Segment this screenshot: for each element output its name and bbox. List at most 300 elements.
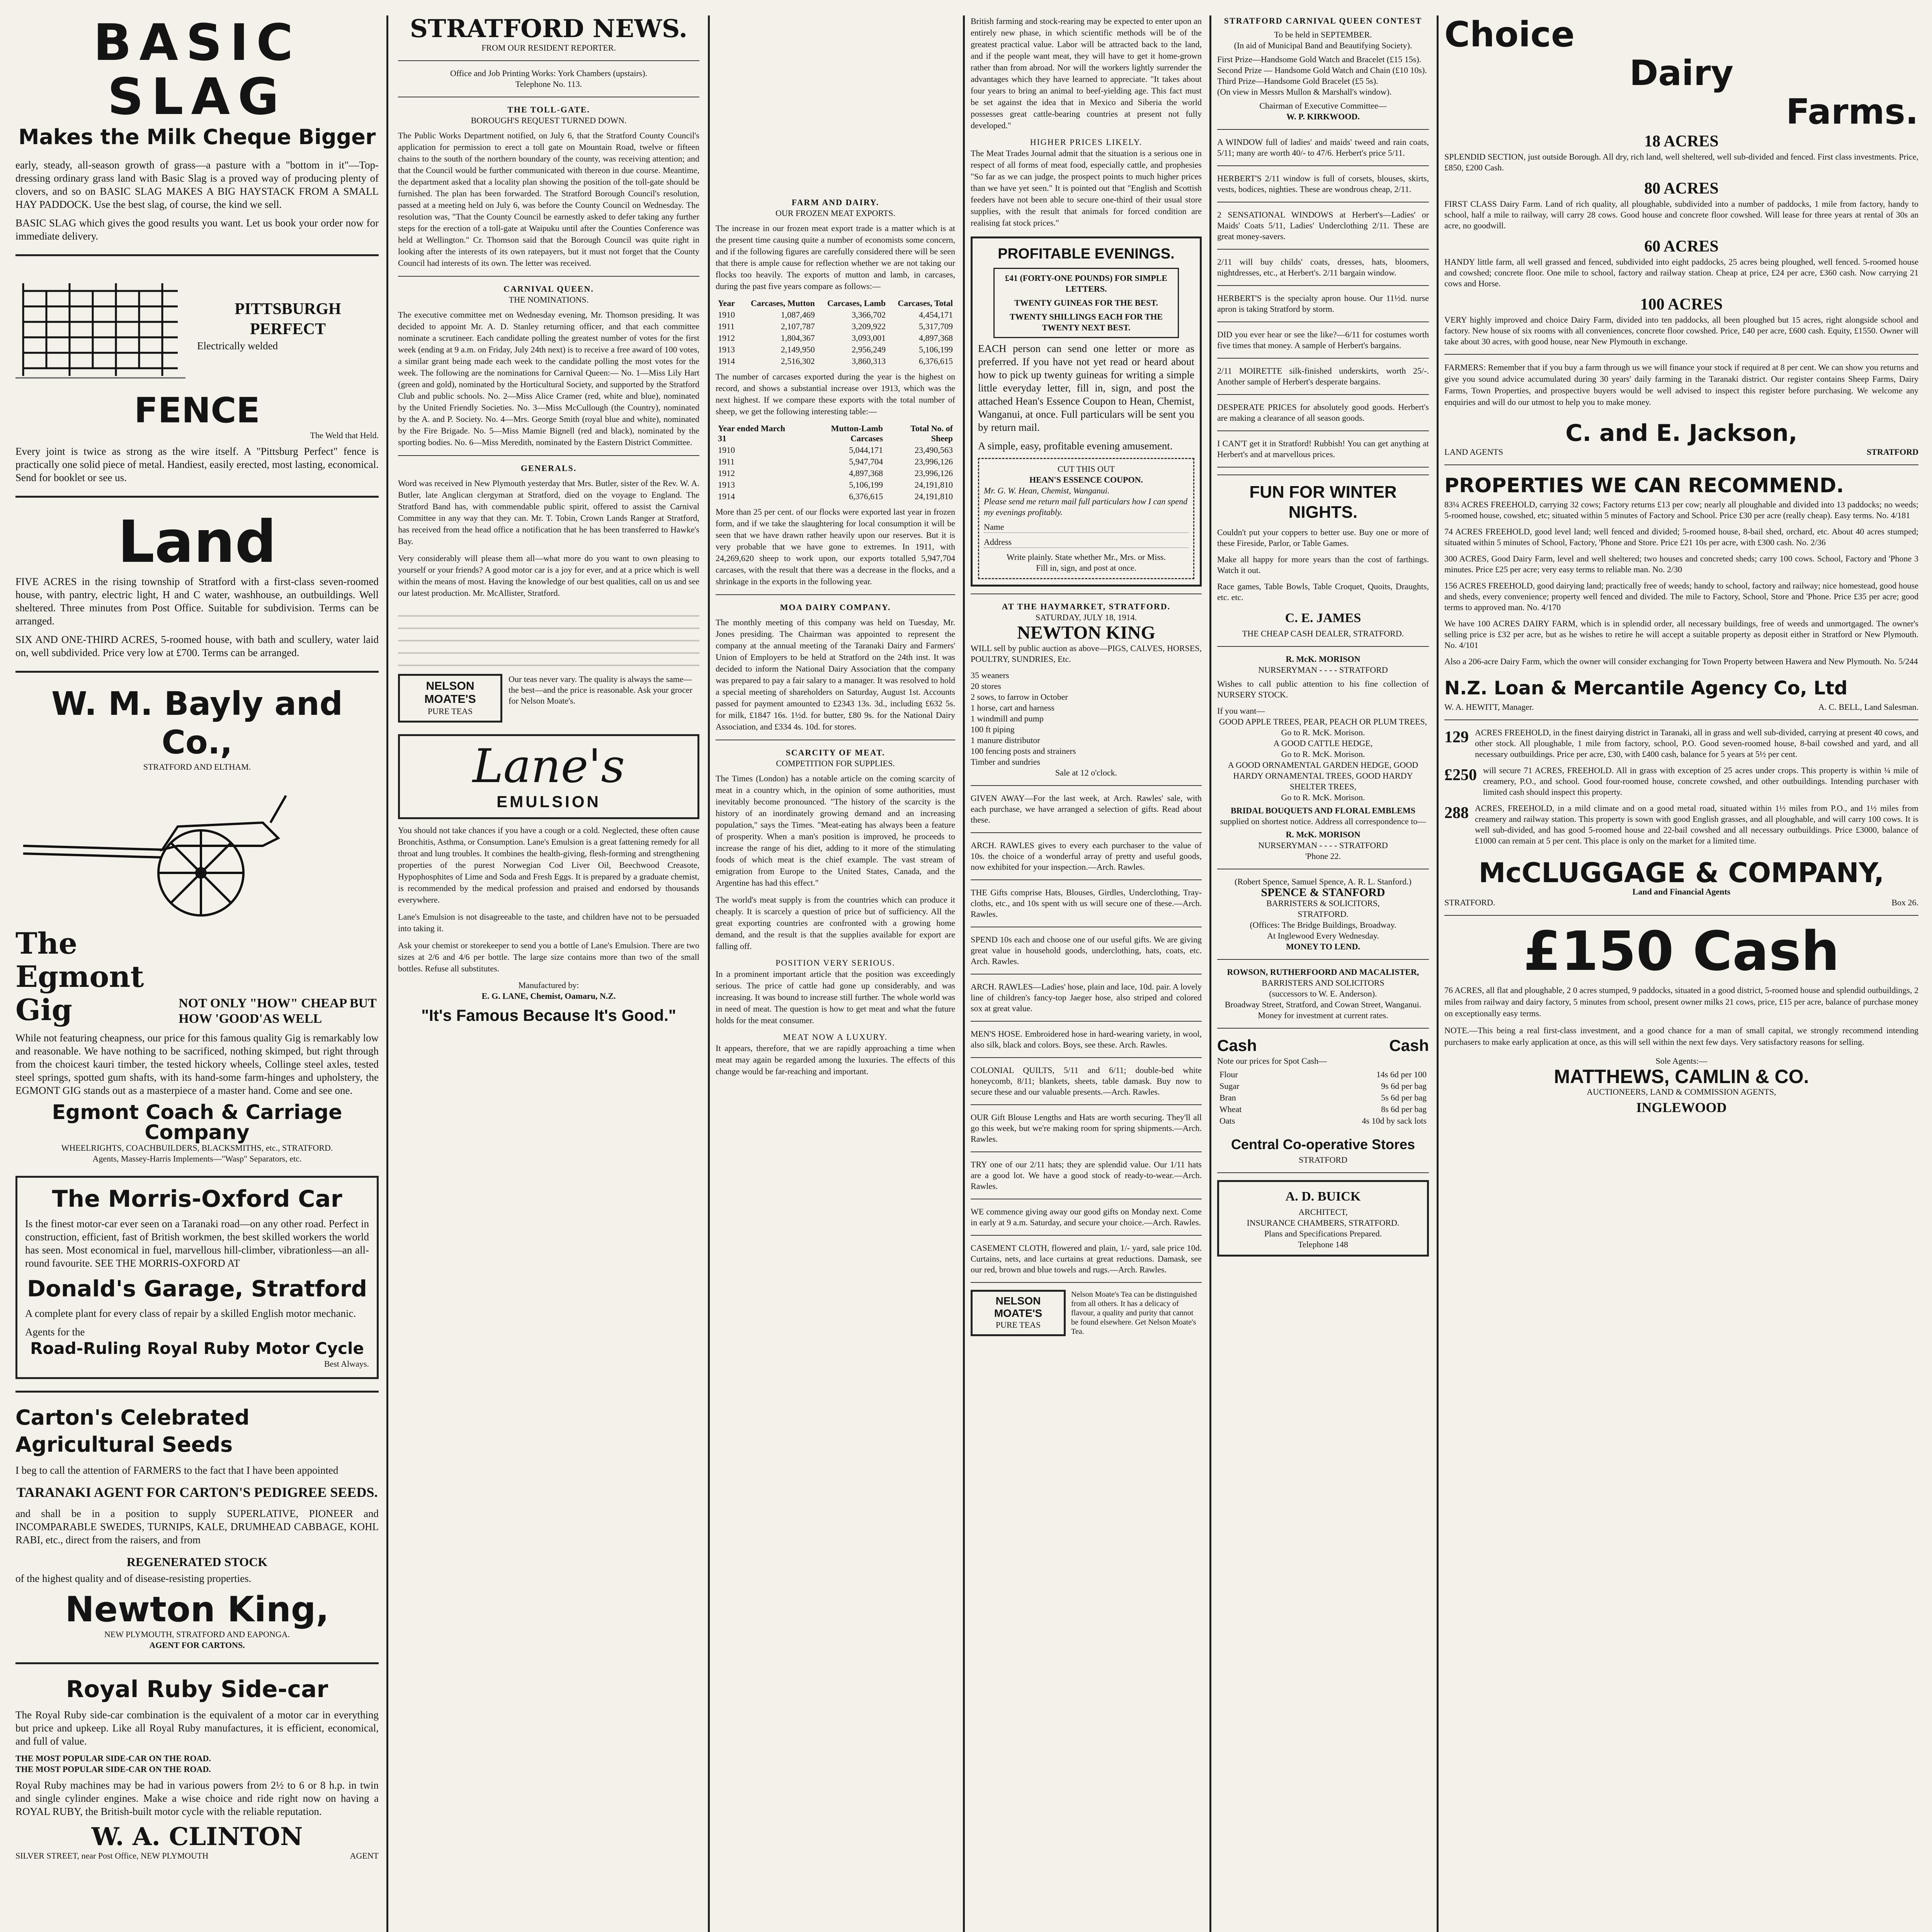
table-cell: 6,376,615 [849,492,883,501]
farm-heading: 60 ACRES [1644,238,1719,255]
buick-phone: Telephone 148 [1298,1240,1348,1249]
gig-illustration [15,780,379,919]
table-cell: 5,106,199 [919,345,953,354]
table-header: Carcases, Total [898,298,953,308]
rawles-ad: THE Gifts comprise Hats, Blouses, Girdles, Underclothing, Tray-cloths, etc., and 10s spent with us will secure one of these.—Arch. Rawles. [971,888,1202,919]
table-header: Carcases, Lamb [827,298,886,308]
fun-body-2: Make all happy for more years than the cost of farthings. Watch it out. [1217,554,1429,575]
mccluggage-place: STRATFORD. [1444,898,1495,907]
morris-plant: A complete plant for every class of repair by a skilled English motor mechanic. [25,1308,356,1319]
nelson-ad-2 [971,1290,1202,1336]
farm-heading: 100 ACRES [1640,296,1723,313]
table-row [716,355,955,367]
table-cell: 23,996,126 [915,468,953,478]
lanes-body: You should not take chances if you have a cough or a cold. Neglected, these often cause Bronchitis, Asthma, or Consumption. Lane's Emulsion is a great fattening remedy for all throat and lung troubles. It combines the health-giving, flesh-forming and strengthening properties of the purest Norwegian Cod Liver Oil, Beechwood Creasote, Hypophosphites of Lime and Soda and Fresh Eggs. It is prepared by a graduate chemist, is recommended by the medical profession and praised and endorsed by thousands everywhere. [398,825,699,905]
table-header: Year [718,298,735,308]
bayly-name: W. M. Bayly and Co., [51,685,343,761]
farm-body-3: More than 25 per cent. of our flocks were exported last year in frozen form, and if we take the slaughtering for local consumption it will be seen that we have drawn rather heavily upon our reserves. But it is very probable that we have gone to extremes. In 1911, with 24,269,620 sheep to work upon, our exports totalled 5,947,704 carcases, with the result that there was a decrease in the flocks, and a shrinkage in the exports in the following year. [716,507,955,586]
morris-title: The Morris-Oxford Car [52,1185,342,1213]
property-item: We have 100 ACRES DAIRY FARM, which is in splendid order, all necessary buildings, free of weeds and unmortgaged. The owner's selling price is £32 per acre, but as he wishes to retire he will accept a suitable property as deposit either in Stratford or New Plymouth. No. 4/101 [1444,619,1918,650]
table-cell: 4,897,368 [919,333,953,343]
farm-body: The increase in our frozen meat export trade is a matter which is at the present time causing quite a number of economists some concern, and if the following figures are carefully considered there will be seen that there is ample cause for reflection whether we are not taking our flocks too heavily. The exports of mutton and lamb, in carcases, during the past five years compare as follows:— [716,223,955,291]
tollgate-sub: BOROUGH'S REQUEST TURNED DOWN. [471,116,627,125]
farmers-note: FARMERS: Remember that if you buy a farm through us we will finance your stock if required at 8 per cent. We can show you returns and give you sound advice accumulated during 30 years' daily farming in the Taranaki district. Our register contains Sheep Farms, Dairy Farms, Town Properties, and prospective buyers would be well advised to inspect this register before purchasing. We welcome any enquiries and will do our utmost to help you to make money. [1444,362,1918,407]
egmont-agents: Agents, Massey-Harris Implements—"Wasp" Separators, etc. [92,1154,302,1163]
scarcity-head: SCARCITY OF MEAT. [786,748,885,757]
table-header: Year ended March 31 [718,423,785,443]
cash-150-ad [1444,920,1918,1117]
listing-row [1444,727,1918,765]
list-item: 1 manure distributor [971,735,1040,745]
cash150-place: INGLEWOOD [1636,1100,1727,1115]
land-ad [15,509,379,659]
carnival-chair: Chairman of Executive Committee— [1259,101,1387,111]
table-cell: Flour [1219,1070,1238,1079]
tollgate-body: The Public Works Department notified, on July 6, that the Stratford County Council's application for permission to erect a toll gate on Mountain Road, twelve or fifteen chains to the south of the northern boundary of the county, was receiving attention; and that the Council would be further communicated with thereon in due course. Meantime, the department asked that a locality plan showing the position of the toll-gate should be furnished. The plan has been forwarded. The Stratford Borough Council's resolution, passed at a meeting held on July 6, was before the County Council on Wednesday. The resolution was, "That the County Council be earnestly asked to defer taking any further steps for the erection of a toll-gate at Waipuku until after the Counties Conference was held at Wellington." Cr. Thomson said that the Borough Council was quite right in looking after the interests of its own ratepayers, but it must not forget that the County Council had interests of its own. The letter was received. [398,131,699,268]
morison-body: Wishes to call public attention to his fine collection of NURSERY STOCK. [1217,679,1429,699]
buick-name: A. D. BUICK [1285,1189,1361,1204]
listing-body: ACRES, FREEHOLD, in a mild climate and on a good metal road, situated within 1½ miles from P.O., and 1½ miles from creamery and railway station. This property is sown with good English grasses, and all ploughable, and will carry 100 cows. It is well sub-divided, and has good 5-roomed house and 22-bail cowshed and all necessary outbuildings. Price £3000, balance of £1000 can remain at 5 per cent. This place is only on the market for a limited time. [1475,803,1918,845]
herbert-ad: 2/11 MOIRETTE silk-finished underskirts, worth 25/-. Another sample of Herbert's desperate bargains. [1217,366,1429,386]
coupon-write: Write plainly. State whether Mr., Mrs. or Miss. [1007,552,1166,562]
cash-right: Cash [1389,1036,1429,1054]
table-header: Carcases, Mutton [750,298,815,308]
farm-heading: 18 ACRES [1644,133,1719,150]
table-row [1217,1104,1429,1115]
table-cell: 1910 [718,310,735,320]
buick-plans: Plans and Specifications Prepared. [1264,1229,1382,1238]
coupon-name-field[interactable]: Name [984,522,1189,533]
sidecar-body-2: Royal Ruby machines may be had in various powers from 2½ to 6 or 8 h.p. in twin and single cylinder engines. Make a wise choice and ride right now on having a ROYAL RUBY, the British-built motor cycle with the reliable reputation. [15,1779,379,1817]
nz-sales: A. C. BELL, Land Salesman. [1818,702,1918,712]
list-item: GOOD APPLE TREES, PEAR, PEACH OR PLUM TREES, [1219,717,1427,726]
table-cell: 1910 [718,445,735,455]
cash150-body: 76 ACRES, all flat and ploughable, 2 0 acres stumped, 9 paddocks, situated in a good district, 5-roomed house and splendid outbuildings, 2 miles from railway and dairy factory, 5 minutes from school, present owner milks 21 cows, price, £15 per acre, balance of purchase money on exceptionally easy terms. [1444,985,1918,1018]
egmont-body: While not featuring cheapness, our price for this famous quality Gig is remarkably low and reasonable. We have nothing to be sacrificed, nothing skimped, but right through from the choicest kauri timber, the tested hickory wheels, Collinge steel axles, tested steel springs, spotted gum shafts, with its hand-some farm-hinges and upholstery, the EGMONT GIG stands out as a masterpiece of a master hand. Come and see one. [15,1032,379,1096]
props-list [1444,499,1918,667]
rutherfoord-succ: (successors to W. E. Anderson). [1269,989,1377,998]
table-cell: 4,897,368 [849,468,883,478]
coupon[interactable] [978,458,1194,579]
scarcity-body-2: The world's meat supply is from the countries which can produce it cheaply. It is scarcely a question of price but of sufficiency. All the great exporting countries are confronted with a growing home demand, and the result is that the supplies available for export are falling off. [716,895,955,951]
farm-heading: 80 ACRES [1644,180,1719,197]
nelson-text: Our teas never vary. The quality is always the same—the best—and the price is reasonable. Ask your grocer for Nelson Moate's. [509,674,692,706]
profitable-twenty-s: TWENTY SHILLINGS EACH FOR THE TWENTY NEXT BEST. [1009,312,1163,332]
morison-items [1217,716,1429,803]
haymarket-name: NEWTON KING [1017,622,1155,643]
nelson2-brand: NELSON MOATE'S [994,1295,1043,1319]
mccluggage-box: Box 26. [1891,898,1918,907]
list-item: 100 ft piping [971,724,1015,734]
herbert-ad: I CAN'T get it in Stratford! Rubbish! You can get anything at Herbert's and at marvellous prices. [1217,439,1429,459]
haymarket-ad [971,601,1202,778]
table-cell: 5,106,199 [849,480,883,490]
divider [971,1282,1202,1283]
carnival-first: First Prize—Handsome Gold Watch and Bracelet (£15 15s). [1217,54,1422,64]
fence-tagline: The Weld that Held. [310,430,379,440]
column-rule [708,15,710,1932]
table-cell: 1913 [718,345,735,354]
haymarket-date: SATURDAY, JULY 18, 1914. [1035,612,1137,622]
egmont-company: Egmont Coach & Carriage Company [52,1101,342,1144]
divider [1217,321,1429,322]
cash-sub: Note our prices for Spot Cash— [1217,1056,1327,1066]
carton-newton: Newton King, [65,1589,329,1630]
sidecar-agent: AGENT [350,1851,379,1861]
morison-bridal: BRIDAL BOUQUETS AND FLORAL EMBLEMS [1231,806,1415,815]
basic-slag-subtitle: Makes the Milk Cheque Bigger [18,125,376,149]
spence-money: MONEY TO LEND. [1286,942,1361,951]
spence-ingle: At Inglewood Every Wednesday. [1267,931,1379,940]
table-cell: 2,149,950 [781,345,815,354]
prices-head: HIGHER PRICES LIKELY. [1030,137,1143,147]
column-4 [971,15,1202,1336]
rawles-ad: ARCH. RAWLES gives to every each purchaser to the value of 10s. the choice of a wonderful array of pretty and useful goods, now exhibited for your inspection.—Arch. Rawles. [971,840,1202,872]
buick-ad [1217,1180,1429,1257]
table-row [716,491,955,502]
choice-head [1444,15,1918,131]
fence-title: FENCE [134,390,260,431]
list-item: A GOOD CATTLE HEDGE, [1273,738,1373,748]
morison-phone: 'Phone 22. [1305,851,1341,861]
column-rule [1209,15,1211,1932]
table-cell: Oats [1219,1116,1235,1126]
generals-body-2: Very considerably will please them all—what more do you want to own pleasing to yourself or your friends? A good motor car is a joy for ever, and at a price which is well within the means of most. Having the knowledge of our best qualities, call on us and see our latest production. Mr. McAllister, Stratford. [398,553,699,598]
basic-slag-body: early, steady, all-season growth of grass—a pasture with a "bottom in it"—Top-dressing ordinary grass land with Basic Slag is a proved way of producing plenty of clovers, and so on BASIC SLAG MAKES A BIG HAYSTACK FROM A SMALL HAY PADDOCK. Use the best slag, of course, the kind we sell. [15,159,379,210]
divider [971,1021,1202,1022]
table-cell: 1911 [718,457,735,466]
morris-body: Is the finest motor-car ever seen on a Taranaki road—on any other road. Perfect in construction, efficient, fast of British workmen, the best skilled workers the world has seen. Most economical in fuel, marvellous hill-climber, vibrationless—an all-round favourite. SEE THE MORRIS-OXFORD AT [25,1218,369,1269]
table-cell: 1914 [718,492,735,501]
profitable-body: EACH person can send one letter or more as preferred. If you have not yet read or heard about how to pick up twenty guineas for writing a simple little everyday letter, fill in, sign, and post the attached Hean's Essence Coupon to Hean, Chemist, Wanganui, at once. Full particulars will be sent you by return mail. [978,343,1194,433]
divider [971,832,1202,833]
listing-body: will secure 71 ACRES, FREEHOLD. All in grass with exception of 25 acres under crops. This property is within ¼ mile of creamery, P.O., and school. Good four-roomed house, concrete cowshed, and other outbuildings. Intending purchaser with limited cash should inspect this property. [1483,765,1918,797]
fence-line-1: PITTSBURGH [235,300,341,318]
rawles-ad: TRY one of our 2/11 hats; they are splendid value. Our 1/11 hats are a good lot. We have a good stock of ready-to-wear.—Arch. Rawles. [971,1160,1202,1191]
sidecar-line-2: THE MOST POPULAR SIDE-CAR ON THE ROAD. [15,1764,211,1774]
spence-offices: (Offices: The Bridge Buildings, Broadway. [1250,920,1396,930]
herbert-ads [1217,137,1429,468]
lanes-maker-name: E. G. LANE, Chemist, Oamaru, N.Z. [481,991,616,1001]
haymarket-items [971,670,1202,767]
table-header: Mutton-Lamb Carcases [831,423,883,443]
table-cell: Sugar [1219,1081,1240,1091]
bayly-ad [15,684,379,772]
rawles-ad: SPEND 10s each and choose one of our useful gifts. We are giving great value in household goods, underclothing, hats, coats, etc. Arch. Rawles. [971,935,1202,966]
masthead-office: Office and Job Printing Works: York Chambers (upstairs). [450,68,648,78]
divider [971,879,1202,880]
morison-name: R. McK. MORISON [1286,654,1361,664]
moa-head: MOA DAIRY COMPANY. [780,602,891,612]
profitable-ad [971,236,1202,587]
list-item: 100 fencing posts and strainers [971,746,1076,756]
profitable-twenty-g: TWENTY GUINEAS FOR THE BEST. [1014,298,1158,308]
morris-ad [15,1176,379,1379]
divider [971,1235,1202,1236]
basic-slag-body-2: BASIC SLAG which gives the good results you want. Let us book your order now for immediate delivery. [15,217,379,242]
morison-trade: NURSERYMAN - - - - STRATFORD [1258,665,1388,675]
fence-body: Every joint is twice as strong as the wire itself. A "Pittsburg Perfect" fence is practically one solid piece of metal. Handiest, easily erected, most lasting, economical. Send for booklet or see us. [15,446,379,483]
rutherfoord-body: Broadway Street, Stratford, and Cowan Street, Wanganui. Money for investment at current rates. [1225,1000,1422,1020]
table-cell: 5,947,704 [849,457,883,466]
table-cell: 23,490,563 [915,445,953,455]
carton-body-3: of the highest quality and of disease-resisting properties. [15,1573,252,1584]
herbert-ad: HERBERT'S is the specialty apron house. Our 11½d. nurse apron is taking Stratford by storm. [1217,293,1429,314]
lanes-emulsion: EMULSION [497,793,601,811]
herbert-ad: DID you ever hear or see the like?—6/11 for costumes worth five times that money. A sample of Herbert's bargains. [1217,330,1429,350]
haymarket-sale: Sale at 12 o'clock. [1055,768,1117,777]
fun-head: FUN FOR WINTER NIGHTS. [1249,483,1397,522]
farm-body: SPLENDID SECTION, just outside Borough. All dry, rich land, well sheltered, well sub-divided and fenced. First class investments. Price, £850, £200 Cash. [1444,152,1918,172]
table-cell: 3,860,313 [852,356,886,366]
scarcity-position-head: POSITION VERY SERIOUS. [776,958,895,968]
nz-name: N.Z. Loan & Mercantile Agency Co, Ltd [1444,677,1848,699]
table-row [716,468,955,479]
herbert-ad: DESPERATE PRICES for absolutely good goods. Herbert's are making a clearance of all season goods. [1217,402,1429,423]
table-cell: 9s 6d per bag [1381,1081,1427,1091]
carnival-aid: (In aid of Municipal Band and Beautifying Society). [1234,41,1412,50]
egmont-ad [15,927,379,1164]
egmont-tagline: NOT ONLY "HOW" CHEAP BUT HOW 'GOOD'AS WELL [179,996,377,1026]
listing-row [1444,803,1918,852]
morris-cycle: Road-Ruling Royal Ruby Motor Cycle [30,1339,364,1358]
divider [1217,358,1429,359]
carnival-third: Third Prize—Handsome Gold Bracelet (£5 5s). [1217,76,1378,86]
property-item: Also a 206-acre Dairy Farm, which the owner will consider exchanging for Town Property between Hawera and New Plymouth. No. 5/244 [1444,656,1918,666]
column-rule [386,15,388,1932]
morris-garage: Donald's Garage, Stratford [27,1276,367,1302]
table-cell: 8s 6d per bag [1381,1104,1427,1114]
divider [1217,467,1429,468]
rutherfoord-role: BARRISTERS AND SOLICITORS [1262,978,1384,988]
fence-illustration [15,268,185,384]
spence-names: (Robert Spence, Samuel Spence, A. R. L. Stanford.) [1235,877,1412,886]
carnival-ad [1217,15,1429,122]
profitable-forty: £41 (FORTY-ONE POUNDS) FOR SIMPLE LETTERS. [1005,273,1168,294]
cash-ad [1217,1036,1429,1165]
table-cell: 24,191,810 [915,480,953,490]
morison-want: If you want— [1217,706,1265,716]
carnival-sub: To be held in SEPTEMBER. [1274,30,1372,39]
masthead-phone: Telephone No. 113. [515,79,582,89]
table-row [716,344,955,355]
table-cell: 1912 [718,333,735,343]
coupon-title: HEAN'S ESSENCE COUPON. [1029,475,1143,485]
farm-article [716,197,955,587]
table-cell: 2,956,249 [852,345,886,354]
fun-body: Couldn't put your coppers to better use. Buy one or more of these Fireside, Parlor, or Table Games. [1217,527,1429,548]
generals-body: Word was received in New Plymouth yesterday that Mrs. Butler, sister of the Rev. W. A. Butler, late Anglican clergyman at Stratford, died on the voyage to England. The Stratford Band has, with commendable public spirit, offered to assist the Carnival Committee in any way that they can. Mr. T. Tobin, Crown Lands Ranger at Stratford, has received from the head office a notification that he has been transferred to Hawke's Bay. [398,478,699,546]
scarcity-body: The Times (London) has a notable article on the coming scarcity of meat in a country which, in the opinion of some authorities, must inevitably become pronounced. "The history of the scarcity is the history of an inordinately growing demand and an increasing population," says the Times. "Meat-eating has always been a feature of prosperity. When a man's position is improved, he proceeds to increase the range of his diet, adding to it more of the stimulating foods of which meat is the chief example. The vast stream of emigration from Europe to the United States, Canada, and the Argentine has had this effect." [716,774,955,888]
choice-l1: Choice [1444,15,1575,55]
coupon-to: Mr. G. W. Hean, Chemist, Wanganui. [984,486,1110,495]
cash150-note: NOTE.—This being a real first-class investment, and a good chance for a man of small capital, we strongly recommend intending purchasers to make early application at once, as this will sell within the next few days. Very satisfactory reasons for selling. [1444,1026,1918,1047]
hints-body: British farming and stock-rearing may be expected to enter upon an entirely new phase, in which scientific methods will be of the greatest practical value. Labor will be attracted back to the land, and if the people want meat, they will have to get it home-grown rather than from abroad. Nor will the workers lightly surrender the advantages which they have learned to appreciate. "It takes about four years to bring an animal to beef-yielding age. This fact must be set against the idea that in Mexico and Siberia the world possesses great cattle-bearing countries at present not fully developed." [971,16,1202,130]
table-cell: 14s 6d per 100 [1376,1070,1427,1079]
mccluggage-listings [1444,727,1918,852]
lanes-name: Lane's [472,740,625,793]
list-item: 1 horse, cart and harness [971,703,1054,713]
sidecar-title: Royal Ruby Side-car [66,1676,328,1703]
carnival-view: (On view in Messrs Mullon & Marshall's window). [1217,87,1392,97]
bayly-place: STRATFORD AND ELTHAM. [143,762,251,772]
morris-always: Best Always. [324,1359,369,1369]
divider [971,1057,1202,1058]
property-item: 83¼ ACRES FREEHOLD, carrying 32 cows; Factory returns £13 per cow; nearly all ploughable and divided into 13 paddocks; no weeds; 5-roomed house, cowshed, etc; situated within 5 minutes of Factory and School. Price £30 per acre (really cheap). Easy terms. No. 4/181 [1444,500,1918,520]
divider [1217,165,1429,166]
central-place: STRATFORD [1299,1155,1347,1165]
basic-slag-title: BASIC SLAG [93,15,301,126]
table-cell: Wheat [1219,1104,1242,1114]
table-row [716,479,955,491]
queen-article [398,284,699,448]
scarcity-sub: COMPETITION FOR SUPPLIES. [776,759,895,768]
fun-games: Race games, Table Bowls, Table Croquet, Quoits, Draughts, etc. etc. [1217,582,1429,602]
list-item: 1 windmill and pump [971,714,1044,723]
table-cell: 24,191,810 [915,492,953,501]
central-title: Central Co-operative Stores [1231,1136,1415,1152]
rawles-ad: WE commence giving away our good gifts on Monday next. Come in early at 9 a.m. Saturday, and secure your choice.—Arch. Rawles. [971,1207,1202,1227]
lanes-body-2: Lane's Emulsion is not disagreeable to the taste, and children have not to be persuaded into taking it. [398,912,699,933]
scarcity-article [716,747,955,1077]
column-rule [1437,15,1439,1932]
table-cell: 23,996,126 [915,457,953,466]
list-item: 35 weaners [971,670,1009,680]
moa-body: The monthly meeting of this company was held on Tuesday, Mr. Jones presiding. The Chairman was appointed to represent the company at the annual meeting of the Taranaki Dairy and Farmers' Union of Employers to be held at Stratford on the 24th inst. It was decided to inform the National Dairy Association that the company was prepared to pay a fair salary to a manager. It was resolved to hold a special meeting of shareholders on Saturday, August 1st. Accounts passed for payment amounted to £2343 13s. 3d., including £632 5s. for milk, £1847 16s. 1½d. for butter, £80 9s. for the National Dairy Association, and £334 4s. 10d. for stores. [716,617,955,731]
nelson-brand: NELSON MOATE'S [424,680,476,706]
farm-sub: OUR FROZEN MEAT EXPORTS. [776,208,895,218]
carton-places: NEW PLYMOUTH, STRATFORD AND EAPONGA. [104,1629,290,1639]
queen-head: CARNIVAL QUEEN. [503,284,594,294]
carton-agent-for: AGENT FOR CARTONS. [149,1640,245,1650]
coupon-cut: CUT THIS OUT [1057,464,1115,474]
nelson-pure: PURE TEAS [427,706,473,716]
table-cell: 1913 [718,480,735,490]
list-item: 20 stores [971,681,1001,691]
sheep-table [716,423,955,502]
table-cell: 2,107,787 [781,321,815,331]
table-cell: 2,516,302 [781,356,815,366]
table-cell: 1912 [718,468,735,478]
choice-l2: Dairy [1629,53,1734,94]
masthead: STRATFORD NEWS. [410,15,688,43]
rawles-ad: OUR Gift Blouse Lengths and Hats are worth securing. They'll all go this week, but we're making room for spring shipments.—Arch. Rawles. [971,1112,1202,1144]
table-cell: 6,376,615 [919,356,953,366]
column-5 [1217,15,1429,1257]
listing-number: 129 [1444,728,1469,746]
coupon-address-field[interactable]: Address [984,537,1189,548]
table-cell: 1,087,469 [781,310,815,320]
sidecar-body: The Royal Ruby side-car combination is the equivalent of a motor car in everything but price and upkeep. Like all Royal Ruby manufactures, it is efficient, economical, and full of value. [15,1709,379,1747]
column-2 [398,15,699,1026]
column-3 [716,15,955,1083]
table-row [716,309,955,321]
table-row [716,332,955,344]
jackson-name: C. and E. Jackson, [1565,420,1798,447]
tollgate-head: THE TOLL-GATE. [507,105,590,114]
table-cell: 3,366,702 [852,310,886,320]
table-cell: 5,317,709 [919,321,953,331]
rawles-ad: GIVEN AWAY—For the last week, at Arch. Rawles' sale, with each purchase, we have arranged a selection of gifts. Read about these. [971,793,1202,825]
herbert-ad: HERBERT'S 2/11 window is full of corsets, blouses, skirts, vests, bodices, nighties. These are wondrous cheap, 2/11. [1217,173,1429,194]
rawles-ads [971,793,1202,1283]
cash150-role: AUCTIONEERS, LAND & COMMISSION AGENTS, [1587,1087,1776,1097]
table-header: Total No. of Sheep [910,423,953,443]
fun-ad [1217,482,1429,639]
column-1 [15,15,379,1861]
spence-firm: SPENCE & STANFORD [1261,886,1385,899]
rawles-ad: MEN'S HOSE. Embroidered hose in hard-wearing variety, in wool, also silk, black and colors. Boys, see these. Arch. Rawles. [971,1029,1202,1049]
scarcity-body-3: In a prominent important article that the position was exceedingly serious. The price of cattle had gone up considerably, and was increasing. It was bound to increase still further. The whole world was in need of meat. The question is how to get meat and what the future holds for the meat consumer. [716,969,955,1025]
table-row [716,456,955,468]
carton-body: I beg to call the attention of FARMERS to the fact that I have been appointed [15,1464,338,1476]
property-item: 156 ACRES FREEHOLD, good dairying land; practically free of weeds; handy to school, factory and railway; nice homestead, good house and sheds, every convenience; property well fenced and divided. The mile to Factory, School, Store and 'Phone. Price £35 per acre; good terms to approved man. No. 4/170 [1444,581,1918,612]
table-cell: 3,093,001 [852,333,886,343]
jackson-place: STRATFORD [1866,447,1918,457]
nelson2-text: Nelson Moate's Tea can be distinguished from all others. It has a delicacy of flavour, a quality and purity that cannot be found elsewhere. Get Nelson Moate's Tea. [1071,1290,1197,1336]
table-cell: 3,209,922 [852,321,886,331]
cash-left: Cash [1217,1036,1257,1054]
buick-role: ARCHITECT, [1298,1207,1348,1217]
cash150-agents: MATTHEWS, CAMLIN & CO. [1554,1066,1809,1087]
table-row [1217,1092,1429,1104]
export-table [716,298,955,367]
sidecar-clinton: W. A. CLINTON [91,1822,303,1851]
profitable-head: PROFITABLE EVENINGS. [998,246,1175,262]
scarcity-body-4: It appears, therefore, that we are rapidly approaching a time when meat may again be regarded among the luxuries. The effects of this change would be far-reaching and important. [716,1043,955,1076]
rawles-ad: ARCH. RAWLES—Ladies' hose, plain and lace, 10d. pair. A lovely line of children's fancy-top Jaeger hose, also striped and colored sox at great value. [971,982,1202,1013]
list-item: Go to R. McK. Morison. [1281,728,1365,737]
egmont-title: The Egmont Gig [15,926,144,1027]
column-rule [963,15,965,1932]
land-title: Land [117,509,277,576]
table-row [1217,1069,1429,1080]
table-cell: 5s 6d per bag [1381,1093,1427,1102]
spence-role: BARRISTERS & SOLICITORS, [1266,898,1380,908]
listing-number: £250 [1444,766,1477,784]
list-item: Go to R. McK. Morison. [1281,749,1365,759]
table-row [1217,1115,1429,1127]
spence-place: STRATFORD. [1298,909,1349,919]
generals-head: GENERALS. [520,463,577,473]
lanes-slogan: "It's Famous Because It's Good." [421,1006,676,1024]
lanes-body-3: Ask your chemist or storekeeper to send you a bottle of Lane's Emulsion. There are two sizes at 2/6 and 4/6 per bottle. The large size contains more than two of the small bottles. Refuse all substitutes. [398,940,699,973]
farm-listings [1444,131,1918,347]
table-cell: Bran [1219,1093,1236,1102]
morison-name-2: R. McK. MORISON [1286,830,1361,839]
table-row [716,321,955,332]
rutherfoord-firm: ROWSON, RUTHERFOORD AND MACALISTER, [1227,967,1419,977]
sidecar-ad [15,1676,379,1861]
haymarket-head: AT THE HAYMARKET, STRATFORD. [1002,602,1171,611]
table-row [716,444,955,456]
fence-line-3: Electrically welded [197,340,278,352]
land-body-2: SIX AND ONE-THIRD ACRES, 5-roomed house, with bath and scullery, water laid on, well subdivided. Price very low at £700. Terms can be arranged. [15,634,379,658]
choice-l3: Farms. [1786,92,1918,132]
tollgate-article [398,104,699,269]
masthead-from: FROM OUR RESIDENT REPORTER. [481,43,616,53]
farm-body-2: The number of carcases exported during the year is the highest on record, and shows a substantial increase over 1913, which was the next highest. If we compare these exports with the total number of sheep, we get the following interesting table:— [716,372,955,416]
jackson-role: LAND AGENTS [1444,447,1503,457]
table-cell: 1914 [718,356,735,366]
divider [971,1104,1202,1105]
cash150-sole: Sole Agents:— [1655,1056,1708,1066]
carnival-name: W. P. KIRKWOOD. [1286,112,1360,121]
morison-ad [1217,654,1429,862]
scarcity-luxury-head: MEAT NOW A LUXURY. [783,1032,888,1042]
table-cell: 4,454,171 [919,310,953,320]
buick-bldg: INSURANCE CHAMBERS, STRATFORD. [1247,1218,1400,1228]
